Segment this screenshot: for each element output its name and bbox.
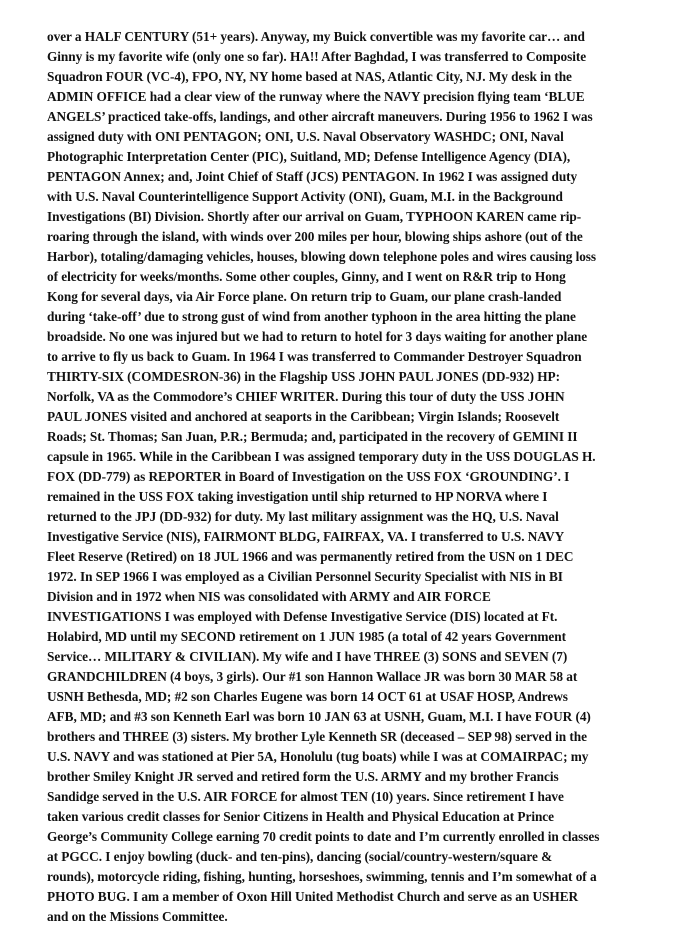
text-line: Ginny is my favorite wife (only one so far). HA!! After Baghdad, I was transferred to Composite [47,49,587,64]
text-line: at PGCC. I enjoy bowling (duck- and ten-pins), dancing (social/country-western/square & [47,849,553,864]
text-line: THIRTY-SIX (COMDESRON-36) in the Flagship USS JOHN PAUL JONES (DD-932) HP: [47,369,560,384]
text-line: Holabird, MD until my SECOND retirement on 1 JUN 1985 (a total of 42 years Government [47,629,566,644]
text-line: Kong for several days, via Air Force plane. On return trip to Guam, our plane crash-landed [47,289,562,304]
text-line: Sandidge served in the U.S. AIR FORCE for almost TEN (10) years. Since retirement I have [47,789,564,804]
text-line: brother Smiley Knight JR served and retired form the U.S. ARMY and my brother Francis [47,769,559,784]
text-line: 1972. In SEP 1966 I was employed as a Civilian Personnel Security Specialist with NIS in BI [47,569,563,584]
text-line: remained in the USS FOX taking investigation until ship returned to HP NORVA where I [47,489,548,504]
text-line: PENTAGON Annex; and, Joint Chief of Staff (JCS) PENTAGON. In 1962 I was assigned duty [47,169,578,184]
text-line: and on the Missions Committee. [47,909,228,924]
text-line: Photographic Interpretation Center (PIC), Suitland, MD; Defense Intelligence Agency (DIA), [47,149,571,164]
text-line: assigned duty with ONI PENTAGON; ONI, U.S. Naval Observatory WASHDC; ONI, Naval [47,129,564,144]
text-line: INVESTIGATIONS I was employed with Defense Investigative Service (DIS) located at Ft. [47,609,558,624]
text-line: ANGELS’ practiced take-offs, landings, and other aircraft maneuvers. During 1956 to 1962 I was [47,109,593,124]
text-line: Roads; St. Thomas; San Juan, P.R.; Bermuda; and, participated in the recovery of GEMINI II [47,429,578,444]
text-line: Investigative Service (NIS), FAIRMONT BLDG, FAIRFAX, VA. I transferred to U.S. NAVY [47,529,565,544]
text-line: brothers and THREE (3) sisters. My brother Lyle Kenneth SR (deceased – SEP 98) served in the [47,729,587,744]
text-line: of electricity for weeks/months. Some other couples, Ginny, and I went on R&R trip to Hong [47,269,566,284]
text-line: Division and in 1972 when NIS was consolidated with ARMY and AIR FORCE [47,589,491,604]
text-line: to arrive to fly us back to Guam. In 1964 I was transferred to Commander Destroyer Squadron [47,349,582,364]
text-line: Squadron FOUR (VC-4), FPO, NY, NY home based at NAS, Atlantic City, NJ. My desk in the [47,69,572,84]
text-line: U.S. NAVY and was stationed at Pier 5A, Honolulu (tug boats) while I was at COMAIRPAC; my [47,749,589,764]
text-line: rounds), motorcycle riding, fishing, hunting, horseshoes, swimming, tennis and I’m somewhat of a [47,869,597,884]
text-line: Service… MILITARY & CIVILIAN). My wife and I have THREE (3) SONS and SEVEN (7) [47,649,568,664]
text-line: PAUL JONES visited and anchored at seaports in the Caribbean; Virgin Islands; Roosevelt [47,409,560,424]
text-line: FOX (DD-779) as REPORTER in Board of Investigation on the USS FOX ‘GROUNDING’. I [47,469,570,484]
text-line: Fleet Reserve (Retired) on 18 JUL 1966 and was permanently retired from the USN on 1 DEC [47,549,574,564]
text-line: during ‘take-off’ due to strong gust of wind from another typhoon in the area hitting the plane [47,309,576,324]
text-line: PHOTO BUG. I am a member of Oxon Hill United Methodist Church and serve as an USHER [47,889,579,904]
text-line: USNH Bethesda, MD; #2 son Charles Eugene was born 14 OCT 61 at USAF HOSP, Andrews [47,689,568,704]
text-line: roaring through the island, with winds over 200 miles per hour, blowing ships ashore (out of the [47,229,583,244]
text-line: Harbor), totaling/damaging vehicles, houses, blowing down telephone poles and wires causing loss [47,249,597,264]
text-line: broadside. No one was injured but we had to return to hotel for 3 days waiting for another plane [47,329,588,344]
text-line: Norfolk, VA as the Commodore’s CHIEF WRITER. During this tour of duty the USS JOHN [47,389,565,404]
text-line: GRANDCHILDREN (4 boys, 3 girls). Our #1 son Hannon Wallace JR was born 30 MAR 58 at [47,669,578,684]
text-line: with U.S. Naval Counterintelligence Support Activity (ONI), Guam, M.I. in the Background [47,189,563,204]
text-line: taken various credit classes for Senior Citizens in Health and Physical Education at Prince [47,809,555,824]
text-line: AFB, MD; and #3 son Kenneth Earl was born 10 JAN 63 at USNH, Guam, M.I. I have FOUR (4) [47,709,591,724]
text-line: ADMIN OFFICE had a clear view of the runway where the NAVY precision flying team ‘BLUE [47,89,585,104]
text-line: George’s Community College earning 70 credit points to date and I’m currently enrolled in classes [47,829,600,844]
text-line: capsule in 1965. While in the Caribbean I was assigned temporary duty in the USS DOUGLAS H. [47,449,596,464]
text-line: over a HALF CENTURY (51+ years). Anyway, my Buick convertible was my favorite car… and [47,29,585,44]
body-text [47,27,697,927]
text-line: Investigations (BI) Division. Shortly after our arrival on Guam, TYPHOON KAREN came rip- [47,209,582,224]
text-line: returned to the JPJ (DD-932) for duty. My last military assignment was the HQ, U.S. Naval [47,509,559,524]
